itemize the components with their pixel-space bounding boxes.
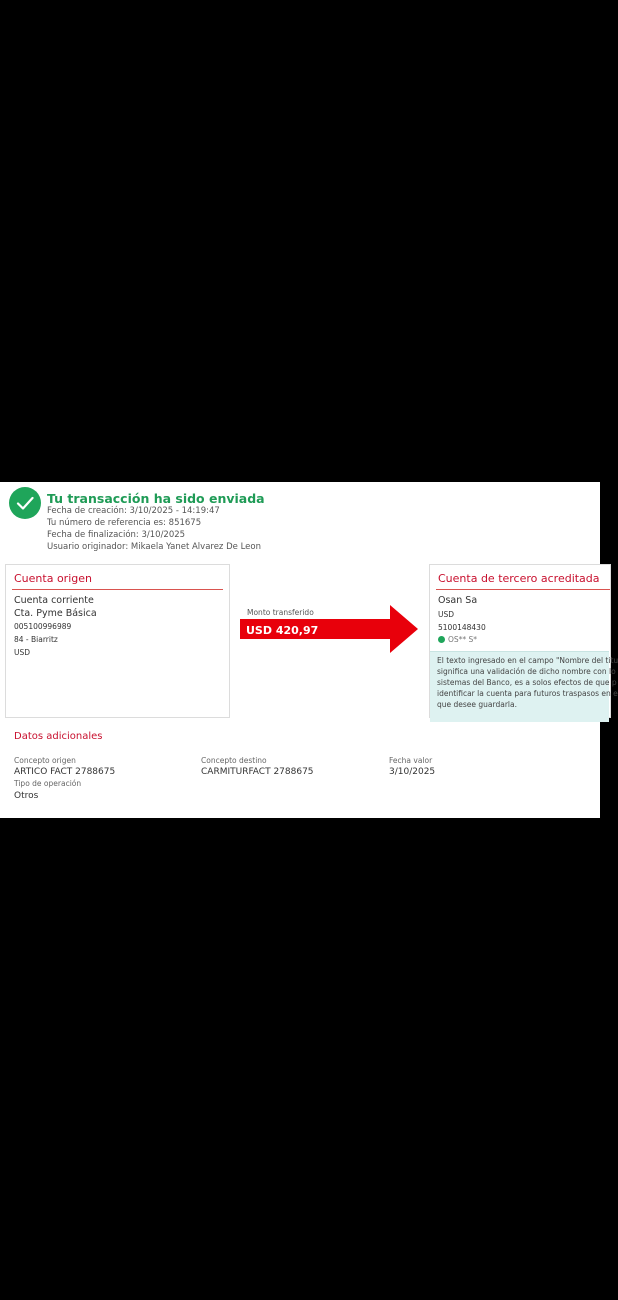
tipo-operacion-value: Otros bbox=[14, 791, 39, 801]
destination-account-number: 5100148430 bbox=[438, 623, 486, 632]
concepto-origen-label: Concepto origen bbox=[14, 756, 76, 765]
info-line: significa una validación de dicho nombre con lo bbox=[437, 667, 616, 676]
fecha-valor-value: 3/10/2025 bbox=[389, 767, 436, 777]
check-circle-icon bbox=[9, 487, 41, 519]
creation-date: Fecha de creación: 3/10/2025 - 14:19:47 bbox=[47, 506, 220, 516]
origin-account-number: 005100996989 bbox=[14, 622, 72, 631]
destination-card-title: Cuenta de tercero acreditada bbox=[438, 572, 600, 585]
originating-user: Usuario originador: Mikaela Yanet Alvarez De Leon bbox=[47, 542, 261, 552]
destination-masked-name: OS** S* bbox=[448, 635, 478, 644]
origin-branch: 84 - Biarritz bbox=[14, 635, 58, 644]
amount-label: Monto transferido bbox=[247, 608, 314, 617]
info-line: identificar la cuenta para futuros traspasos en e bbox=[437, 689, 618, 698]
origin-account-card bbox=[5, 564, 230, 718]
info-line: sistemas del Banco, es a solos efectos de que p bbox=[437, 678, 617, 687]
concepto-destino-value: CARMITURFACT 2788675 bbox=[201, 767, 314, 777]
divider bbox=[436, 589, 610, 590]
origin-card-title: Cuenta origen bbox=[14, 572, 92, 585]
fecha-valor-label: Fecha valor bbox=[389, 756, 433, 765]
divider bbox=[12, 589, 223, 590]
destination-currency: USD bbox=[438, 610, 455, 619]
concepto-origen-value: ARTICO FACT 2788675 bbox=[14, 767, 116, 777]
tipo-operacion-label: Tipo de operación bbox=[14, 779, 82, 788]
transfer-receipt-panel bbox=[0, 482, 618, 818]
reference-number: Tu número de referencia es: 851675 bbox=[47, 518, 202, 528]
completion-date: Fecha de finalización: 3/10/2025 bbox=[47, 530, 186, 540]
status-dot-icon bbox=[438, 636, 445, 643]
transfer-amount: USD 420,97 bbox=[246, 624, 319, 637]
destination-holder-name: Osan Sa bbox=[438, 595, 478, 606]
origin-currency: USD bbox=[14, 648, 31, 657]
success-title: Tu transacción ha sido enviada bbox=[47, 491, 265, 506]
origin-account-type: Cuenta corriente bbox=[14, 595, 94, 606]
destination-account-card bbox=[429, 564, 618, 718]
info-line: que desee guardarla. bbox=[437, 700, 517, 709]
info-line: El texto ingresado en el campo "Nombre del titu bbox=[437, 656, 618, 665]
origin-account-product: Cta. Pyme Básica bbox=[14, 608, 97, 619]
concepto-destino-label: Concepto destino bbox=[201, 756, 267, 765]
additional-data-title: Datos adicionales bbox=[14, 731, 103, 742]
info-notice bbox=[430, 651, 618, 722]
